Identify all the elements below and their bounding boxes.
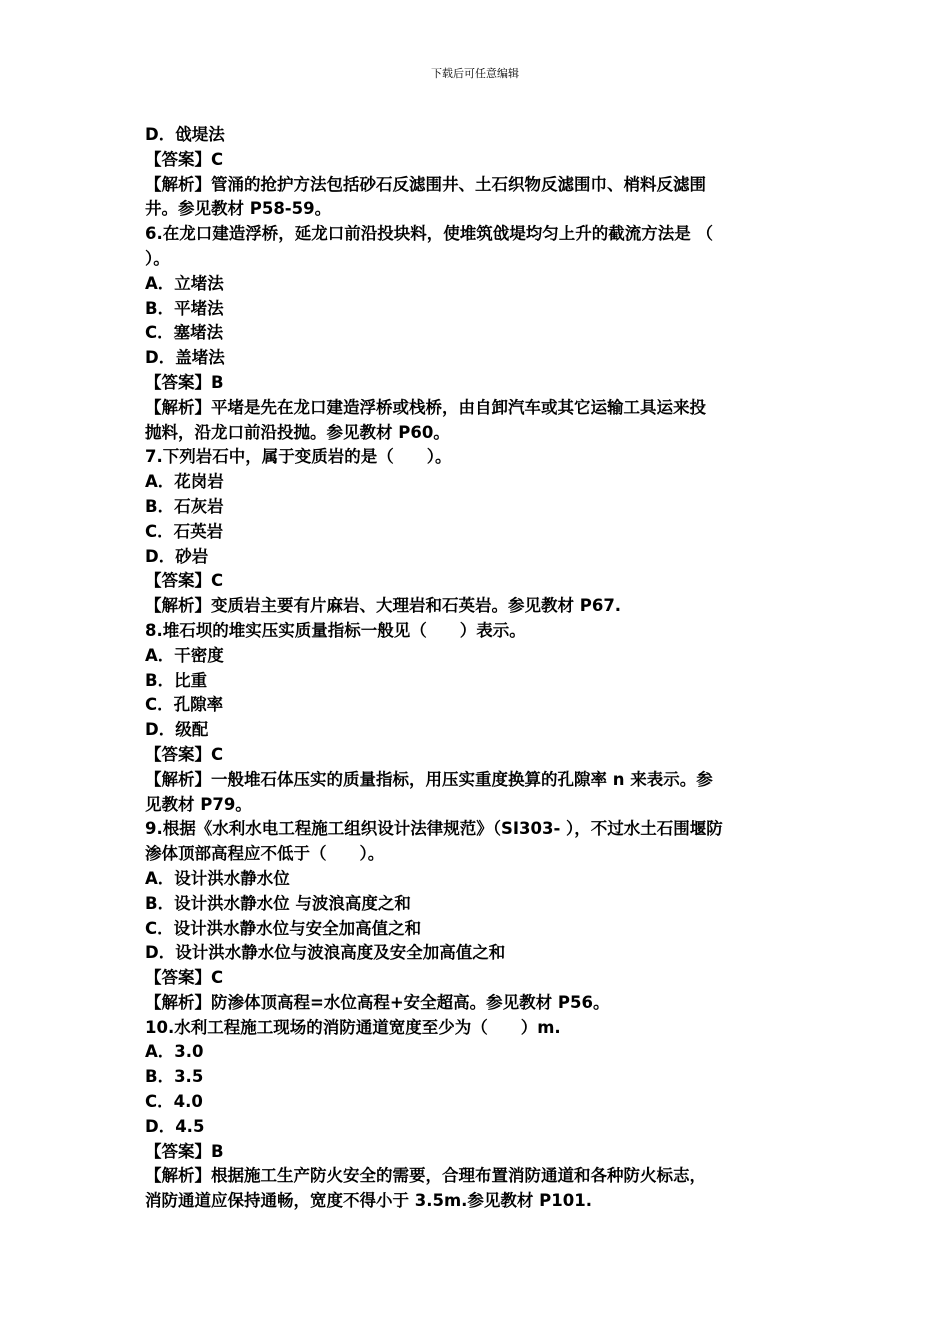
explanation-line: 【解析】管涌的抢护方法包括砂石反滤围井、土石织物反滤围巾、梢料反滤围 [145,174,706,194]
option-a: A．设计洪水静水位 [145,868,290,888]
answer-line: 【答案】C [145,968,224,988]
option-a: A．立堵法 [145,273,224,293]
question-9: 9.根据《水利水电工程施工组织设计法律规范》（SI303- ），不过水土石围堰防 [145,819,723,839]
explanation-line: 井。参见教材 P58-59。 [145,199,332,219]
option-c: C．4.0 [145,1092,203,1112]
explanation-line: 见教材 P79。 [145,794,252,814]
option-b: B．石灰岩 [145,496,224,516]
option-a: A．花岗岩 [145,472,224,492]
option-b: B．平堵法 [145,298,224,318]
option-a: A．干密度 [145,645,224,665]
answer-line: 【答案】C [145,571,224,591]
text-line: D．戗堤法 [145,125,225,144]
question-7: 7.下列岩石中，属于变质岩的是（ ）。 [145,447,452,467]
option-b: B．3.5 [145,1067,204,1087]
question-9-cont: 渗体顶部高程应不低于（ ）。 [145,844,385,864]
explanation-line: 【解析】变质岩主要有片麻岩、大理岩和石英岩。参见教材 P67. [145,596,622,616]
option-d: D．4.5 [145,1116,205,1136]
answer-line: 【答案】B [145,372,224,392]
answer-line: 【答案】C [145,149,224,169]
explanation-line: 【解析】一般堆石体压实的质量指标，用压实重度换算的孔隙率 n 来表示。参 [145,769,713,789]
question-8: 8.堆石坝的堆实压实质量指标一般见（ ）表示。 [145,620,526,640]
explanation-line: 【解析】根据施工生产防火安全的需要，合理布置消防通道和各种防火标志， [145,1166,706,1186]
explanation-line: 抛料，沿龙口前沿投抛。参见教材 P60。 [145,422,450,442]
option-b: B．设计洪水静水位 与波浪高度之和 [145,893,411,913]
option-c: C．孔隙率 [145,695,224,715]
page-header: 下载后可任意编辑 [431,67,519,80]
option-d: D．级配 [145,720,209,740]
document-body [145,123,810,1214]
explanation-line: 【解析】平堵是先在龙口建造浮桥或栈桥，由自卸汽车或其它运输工具运来投 [145,397,706,417]
question-6: 6.在龙口建造浮桥，延龙口前沿投块料，使堆筑戗堤均匀上升的截流方法是 （ [145,224,713,244]
option-a: A．3.0 [145,1042,204,1062]
option-c: C．塞堵法 [145,323,224,343]
option-c: C．石英岩 [145,521,224,541]
explanation-line: 【解析】防渗体顶高程=水位高程+安全超高。参见教材 P56。 [145,992,610,1012]
question-6-cont: ）。 [145,248,170,268]
option-d: D．设计洪水静水位与波浪高度及安全加高值之和 [145,943,506,963]
question-10: 10.水利工程施工现场的消防通道宽度至少为（ ）m. [145,1017,561,1037]
explanation-line: 消防通道应保持通畅，宽度不得小于 3.5m.参见教材 P101. [145,1191,592,1211]
option-c: C．设计洪水静水位与安全加高值之和 [145,918,422,938]
option-b: B．比重 [145,670,208,690]
option-d: D．砂岩 [145,546,209,566]
option-d: D．盖堵法 [145,348,225,368]
answer-line: 【答案】C [145,744,224,764]
answer-line: 【答案】B [145,1141,224,1161]
